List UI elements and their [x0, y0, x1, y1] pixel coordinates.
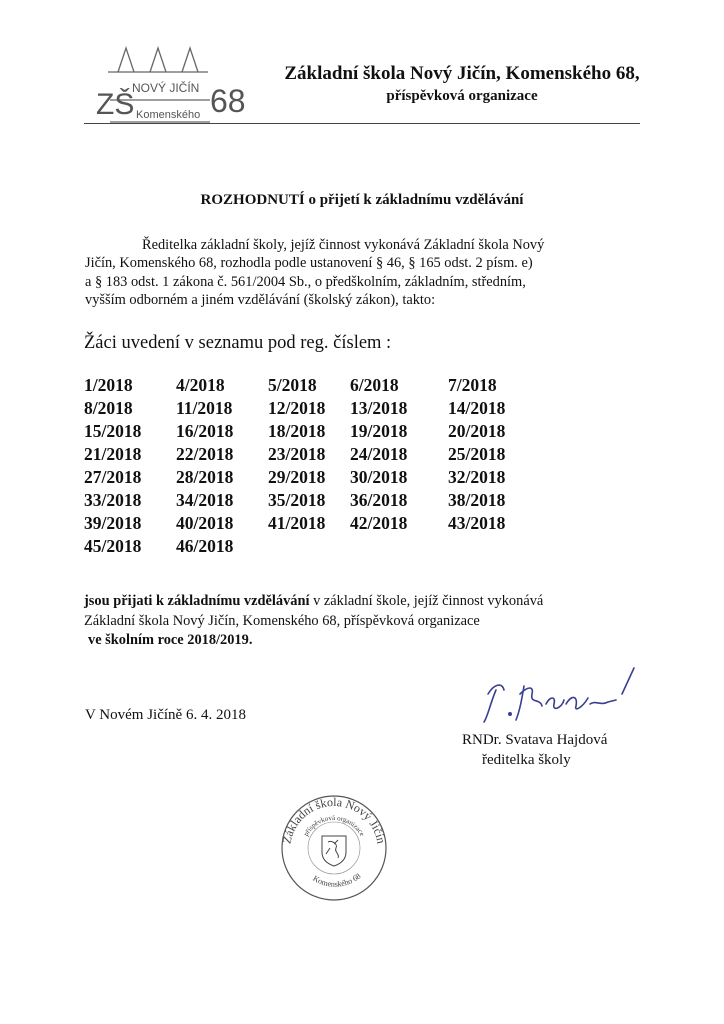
logo-street: Komenského	[136, 109, 201, 121]
reg-number: 32/2018	[448, 467, 506, 487]
reg-number: 8/2018	[84, 398, 133, 418]
signer-name: RNDr. Svatava Hajdová	[462, 732, 608, 748]
intro-line: a § 183 odst. 1 zákona č. 561/2004 Sb., o předškolním, základním, středním,	[85, 273, 526, 290]
reg-number: 23/2018	[268, 444, 326, 464]
reg-number: 38/2018	[448, 490, 506, 510]
reg-row	[84, 490, 564, 513]
signer-block	[462, 730, 607, 770]
reg-number: 7/2018	[448, 375, 497, 395]
school-name: Základní škola Nový Jičín, Komenského 68,	[284, 63, 640, 84]
reg-number: 5/2018	[268, 375, 317, 395]
admission-line: Základní škola Nový Jičín, Komenského 68, příspěvková organizace	[84, 612, 480, 629]
handwritten-signature	[476, 664, 646, 728]
admission-rest: v základní škole, jejíž činnost vykonává	[309, 593, 544, 609]
students-heading: Žáci uvedení v seznamu pod reg. číslem :	[84, 333, 392, 353]
reg-number: 42/2018	[350, 513, 408, 533]
reg-number: 11/2018	[176, 398, 233, 418]
reg-number: 16/2018	[176, 421, 234, 441]
place-date: V Novém Jičíně 6. 4. 2018	[85, 707, 246, 723]
coat-of-arms-icon	[322, 836, 346, 866]
reg-number: 20/2018	[448, 421, 506, 441]
reg-number: 19/2018	[350, 421, 408, 441]
school-logo	[88, 40, 248, 126]
reg-number-table	[84, 375, 564, 559]
intro-line: Ředitelka základní školy, jejíž činnost vykonává Základní škola Nový	[142, 237, 545, 253]
reg-number: 15/2018	[84, 421, 142, 441]
official-stamp	[276, 792, 392, 902]
reg-number: 34/2018	[176, 490, 234, 510]
reg-number: 46/2018	[176, 536, 234, 556]
reg-row	[84, 444, 564, 467]
reg-number: 25/2018	[448, 444, 506, 464]
reg-number: 21/2018	[84, 444, 142, 464]
school-year: ve školním roce 2018/2019.	[88, 632, 253, 649]
reg-number: 41/2018	[268, 513, 326, 533]
reg-number: 28/2018	[176, 467, 234, 487]
admission-line	[84, 592, 654, 612]
admission-bold: jsou přijati k základnímu vzdělávání	[84, 593, 310, 609]
reg-number: 1/2018	[84, 375, 133, 395]
header-divider	[84, 123, 640, 124]
reg-number: 4/2018	[176, 375, 225, 395]
reg-number: 14/2018	[448, 398, 506, 418]
letterhead	[262, 62, 662, 106]
reg-number: 43/2018	[448, 513, 506, 533]
reg-row	[84, 398, 564, 421]
reg-number: 33/2018	[84, 490, 142, 510]
reg-number: 24/2018	[350, 444, 408, 464]
reg-row	[84, 375, 564, 398]
reg-number: 36/2018	[350, 490, 408, 510]
logo-city: NOVÝ JIČÍN	[132, 81, 200, 95]
reg-row	[84, 536, 564, 559]
reg-number: 39/2018	[84, 513, 142, 533]
reg-row	[84, 513, 564, 536]
reg-number: 22/2018	[176, 444, 234, 464]
reg-number: 12/2018	[268, 398, 326, 418]
document-title: ROZHODNUTÍ o přijetí k základnímu vzdělávání	[200, 192, 524, 208]
reg-number: 45/2018	[84, 536, 142, 556]
signer-role: ředitelka školy	[482, 752, 571, 768]
intro-line: vyšším odborném a jiném vzdělávání (školský zákon), takto:	[85, 292, 436, 309]
reg-number: 13/2018	[350, 398, 408, 418]
reg-row	[84, 467, 564, 490]
intro-line: Jičín, Komenského 68, rozhodla podle ustanovení § 46, § 165 odst. 2 písm. e)	[85, 255, 533, 272]
stamp-inner-text: příspěvková organizace	[301, 813, 367, 838]
reg-number: 30/2018	[350, 467, 408, 487]
reg-row	[84, 421, 564, 444]
reg-number: 18/2018	[268, 421, 326, 441]
logo-number: 68	[210, 83, 246, 119]
intro-paragraph	[85, 236, 575, 310]
reg-number: 40/2018	[176, 513, 234, 533]
svg-text:příspěvková organizace	[302, 814, 366, 838]
reg-number: 29/2018	[268, 467, 326, 487]
reg-number: 6/2018	[350, 375, 399, 395]
reg-number: 27/2018	[84, 467, 142, 487]
school-org: příspěvková organizace	[386, 88, 538, 104]
stamp-bottom-text: Komenského 68	[311, 871, 363, 889]
admission-statement	[84, 592, 654, 651]
reg-number: 35/2018	[268, 490, 326, 510]
logo-zs: ZŠ	[96, 88, 135, 121]
stamp-outer-text: Základní škola Nový Jičín	[279, 794, 389, 845]
